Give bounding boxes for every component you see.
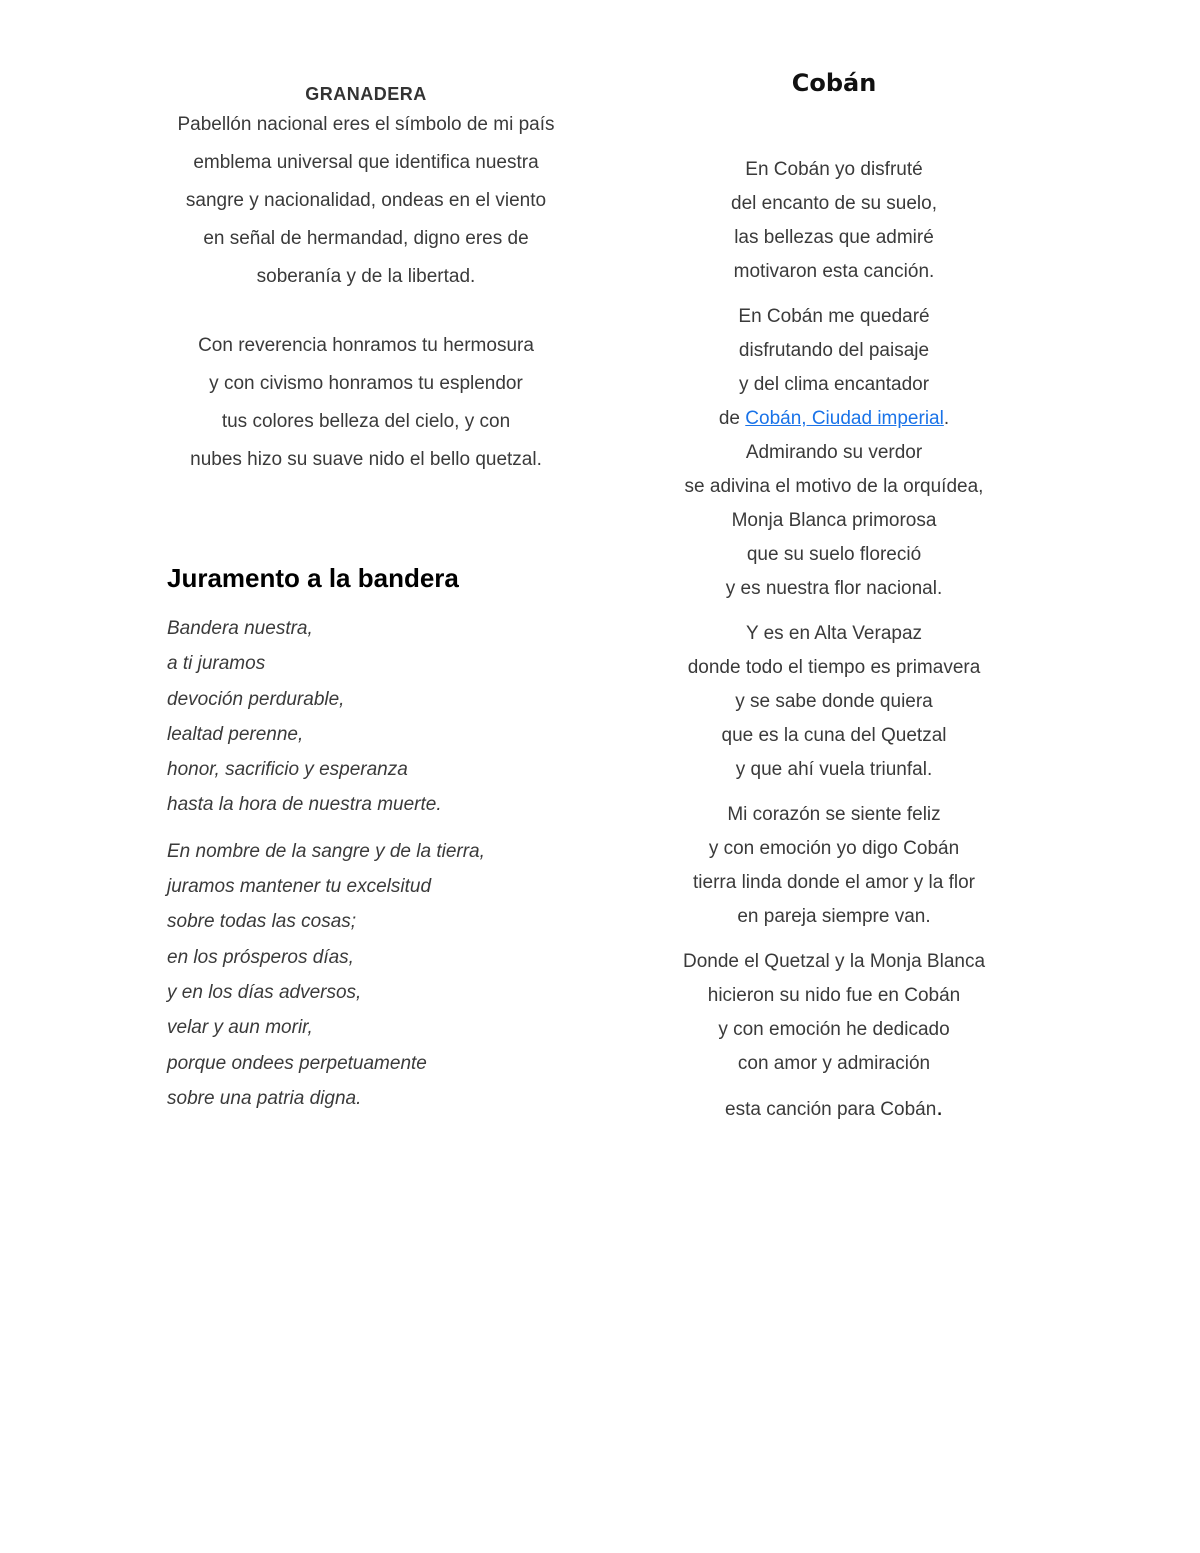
coban-stanza-4 — [634, 798, 1034, 934]
song-line: se adivina el motivo de la orquídea, — [684, 476, 984, 497]
poem-line: velar y aun morir, — [167, 1017, 313, 1039]
song-line: Donde el Quetzal y la Monja Blanca — [682, 951, 986, 972]
poem-line: Bandera nuestra, — [167, 618, 313, 639]
juramento-title: Juramento a la bandera — [167, 563, 459, 593]
song-line-with-link — [634, 402, 1034, 436]
poem-line: hasta la hora de nuestra muerte. — [167, 794, 442, 816]
song-line: y con emoción he dedicado — [718, 1019, 950, 1040]
poem-line: juramos mantener tu excelsitud — [167, 876, 432, 898]
song-line: que su suelo floreció — [746, 544, 922, 565]
poem-line: devoción perdurable, — [167, 688, 345, 710]
poem-line: Pabellón nacional eres el símbolo de mi país — [177, 114, 555, 135]
poem-line: sobre una patria digna. — [167, 1087, 362, 1109]
poem-line: soberanía y de la libertad. — [256, 266, 476, 287]
song-line: y que ahí vuela triunfal. — [735, 759, 933, 780]
song-line: que es la cuna del Quetzal — [721, 725, 947, 746]
poem-line: sobre todas las cosas; — [167, 911, 357, 933]
song-line: tierra linda donde el amor y la flor — [693, 872, 975, 893]
poem-line: en los prósperos días, — [167, 946, 354, 968]
song-line: Admirando su verdor — [745, 442, 923, 463]
poem-line: porque ondees perpetuamente — [167, 1052, 427, 1074]
song-line: y se sabe donde quiera — [735, 691, 933, 712]
poem-line: nubes hizo su suave nido el bello quetzal. — [190, 449, 542, 470]
poem-line: y en los días adversos, — [167, 981, 362, 1003]
poem-line: lealtad perenne, — [167, 723, 304, 745]
coban-song — [634, 66, 1034, 1125]
song-line: del encanto de su suelo, — [731, 193, 937, 214]
link-prefix: de — [718, 408, 746, 429]
granadera-stanza-1 — [150, 106, 582, 296]
song-line: con amor y admiración — [737, 1053, 931, 1074]
granadera-title: GRANADERA — [305, 84, 427, 104]
song-line: En Cobán yo disfruté — [745, 159, 923, 180]
juramento-poem — [167, 560, 627, 1116]
granadera-poem — [150, 82, 582, 479]
song-line: motivaron esta canción. — [733, 261, 935, 282]
song-line: y con emoción yo digo Cobán — [708, 838, 960, 859]
juramento-stanza-1 — [167, 611, 627, 823]
song-line: En Cobán me quedaré — [738, 306, 930, 327]
poem-line: emblema universal que identifica nuestra — [193, 152, 539, 173]
poem-line: Con reverencia honramos tu hermosura — [198, 335, 534, 356]
song-line: Mi corazón se siente feliz — [727, 804, 941, 825]
poem-line: en señal de hermandad, digno eres de — [203, 228, 529, 249]
song-line: en pareja siempre van. — [737, 906, 931, 927]
song-line: y es nuestra flor nacional. — [725, 578, 943, 599]
song-line: hicieron su nido fue en Cobán — [707, 985, 961, 1006]
poem-line: tus colores belleza del cielo, y con — [221, 411, 511, 432]
poem-line: honor, sacrificio y esperanza — [167, 759, 408, 781]
song-last-line — [634, 1091, 1034, 1125]
coban-stanza-5 — [634, 945, 1034, 1125]
link-suffix: . — [943, 408, 950, 429]
poem-line: sangre y nacionalidad, ondeas en el viento — [185, 190, 547, 211]
song-line: Y es en Alta Verapaz — [745, 623, 923, 644]
coban-stanza-3 — [634, 617, 1034, 787]
song-line: las bellezas que admiré — [734, 227, 934, 248]
coban-ciudad-imperial-link[interactable]: Cobán, Ciudad imperial — [745, 408, 944, 429]
coban-stanza-1 — [634, 153, 1034, 289]
juramento-stanza-2 — [167, 834, 627, 1116]
poem-line: En nombre de la sangre y de la tierra, — [167, 840, 485, 862]
coban-title: Cobán — [791, 69, 877, 97]
poem-line: y con civismo honramos tu esplendor — [209, 373, 523, 394]
coban-stanza-2 — [634, 300, 1034, 606]
song-line: disfrutando del paisaje — [738, 340, 930, 361]
song-line: y del clima encantador — [738, 374, 930, 395]
granadera-stanza-2 — [150, 327, 582, 479]
last-line-period: . — [936, 1094, 943, 1121]
last-line-text: esta canción para Cobán — [725, 1099, 937, 1120]
song-line: Monja Blanca primorosa — [731, 510, 937, 531]
poem-line: a ti juramos — [167, 653, 266, 675]
song-line: donde todo el tiempo es primavera — [687, 657, 981, 678]
